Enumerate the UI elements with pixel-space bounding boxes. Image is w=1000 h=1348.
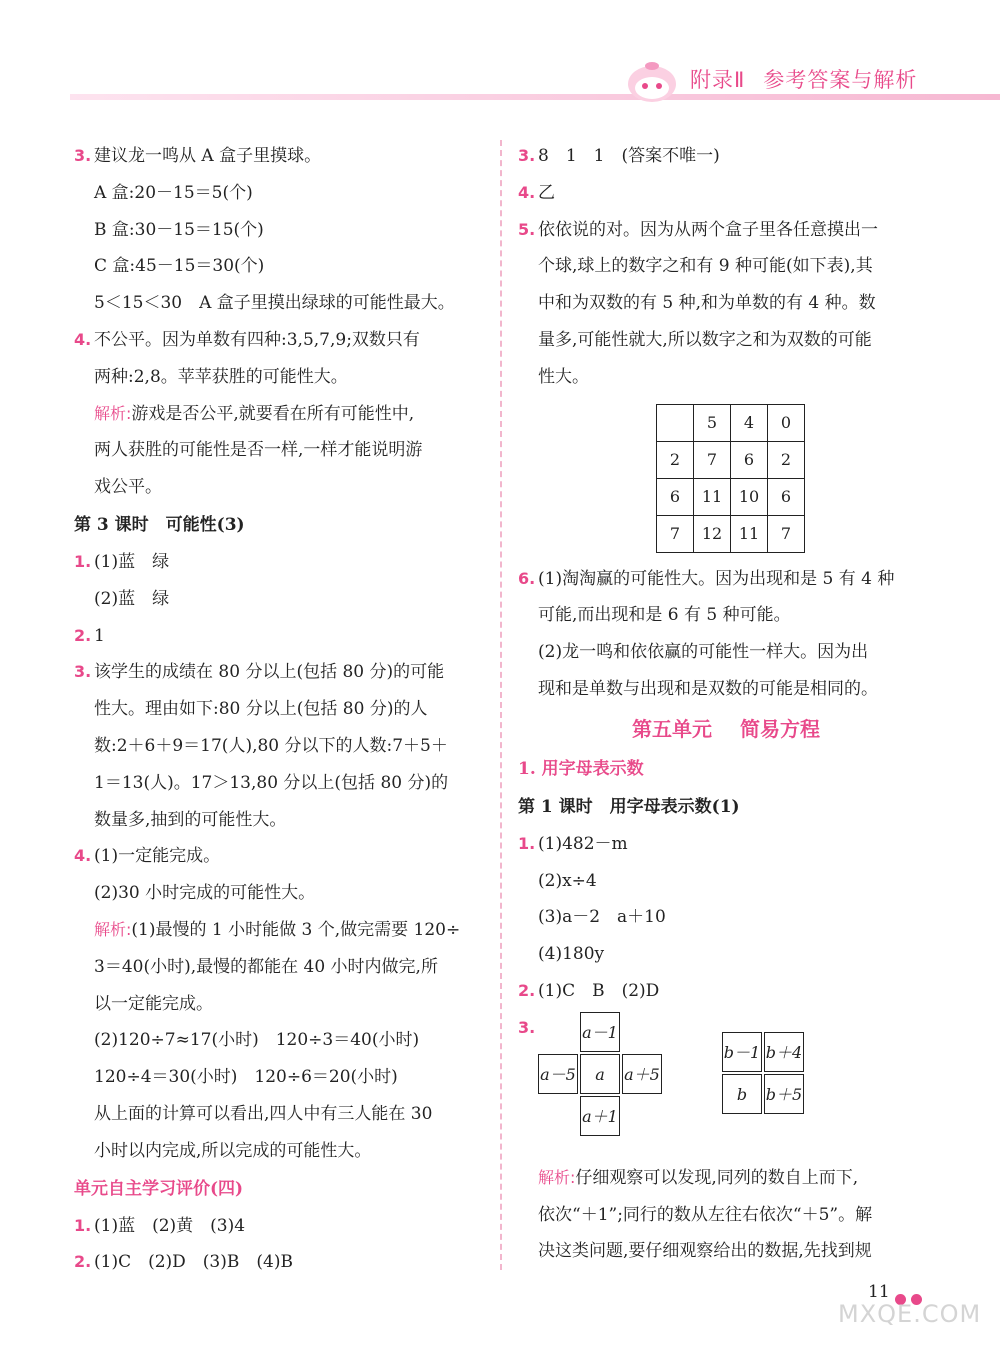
answer-line: 量多,可能性就大,所以数字之和为双数的可能 — [538, 329, 872, 350]
analysis-line: 两人获胜的可能性是否一样,一样才能说明游 — [94, 440, 423, 461]
header-title — [690, 64, 917, 94]
answer-item: 3. 8 1 1 (答案不唯一) — [518, 146, 720, 166]
table-cell: 6 — [731, 441, 768, 478]
answer-item: 4. 乙 — [518, 182, 555, 203]
answer-line: 数量多,抽到的可能性大。 — [94, 809, 287, 830]
cross-cell-right: a＋5 — [622, 1054, 662, 1094]
section-heading: 1. 用字母表示数 — [518, 758, 644, 779]
analysis-line: 小时以内完成,所以完成的可能性大。 — [94, 1140, 372, 1161]
page-number: 11 — [868, 1282, 890, 1302]
answer-item: 3. 该学生的成绩在 80 分以上(包括 80 分)的可能 — [74, 662, 445, 683]
right-column — [518, 138, 934, 1270]
analysis-line: 120÷4＝30(小时) 120÷6＝20(小时) — [94, 1067, 398, 1088]
cross-cell-top: a－1 — [580, 1012, 620, 1052]
answer-line: (2)x÷4 — [538, 870, 597, 891]
evaluation-heading: 单元自主学习评价(四) — [74, 1178, 244, 1199]
table-cell: 10 — [731, 478, 768, 515]
table-cell: 11 — [731, 515, 768, 552]
answer-line: 5＜15＜30 A 盒子里摸出绿球的可能性最大。 — [94, 293, 455, 314]
answer-line: 个球,球上的数字之和有 9 种可能(如下表),其 — [538, 256, 873, 277]
table-cell: 6 — [657, 478, 694, 515]
answer-line: A 盒:20－15＝5(个) — [94, 182, 253, 203]
analysis: 解析:(1)最慢的 1 小时能做 3 个,做完需要 120÷ — [94, 919, 461, 940]
answer-line: (4)180y — [538, 944, 605, 965]
lesson-heading: 第 3 课时 可能性(3) — [74, 514, 245, 535]
table-cell: 2 — [657, 441, 694, 478]
answer-line: 两种:2,8。苹苹获胜的可能性大。 — [94, 366, 348, 387]
table-cell: 6 — [768, 478, 805, 515]
answer-item: 6. (1)淘淘赢的可能性大。因为出现和是 5 有 4 种 — [518, 568, 895, 589]
analysis: 解析:仔细观察可以发现,同列的数自上而下, — [538, 1167, 859, 1188]
cross-cell-left: a－5 — [538, 1054, 578, 1094]
answer-item: 1. (1)482－m — [518, 833, 628, 854]
analysis-line: 以一定能完成。 — [94, 993, 213, 1014]
analysis-line: 决这类问题,要仔细观察给出的数据,先找到规 — [538, 1241, 872, 1262]
table-cell: 7 — [768, 515, 805, 552]
table-cell: 0 — [768, 404, 805, 441]
answer-item: 1. (1)蓝 (2)黄 (3)4 — [74, 1215, 246, 1236]
table-cell: 4 — [731, 404, 768, 441]
square-cell: b＋5 — [764, 1074, 804, 1114]
answer-line: 数:2＋6＋9＝17(人),80 分以下的人数:7＋5＋ — [94, 735, 448, 756]
analysis-line: 3＝40(小时),最慢的都能在 40 小时内做完,所 — [94, 956, 438, 977]
answer-line: 可能,而出现和是 6 有 5 种可能。 — [538, 605, 791, 626]
answer-line: (2)龙一鸣和依依赢的可能性一样大。因为出 — [538, 642, 869, 663]
square-cell: b＋4 — [764, 1032, 804, 1072]
answer-item: 2. 1 — [74, 625, 105, 646]
mascot-logo-icon — [620, 58, 682, 104]
appendix-label: 附录Ⅱ — [690, 68, 746, 92]
answer-line: 现和是单数与出现和是双数的可能是相同的。 — [538, 678, 878, 699]
answer-item: 2. (1)C (2)D (3)B (4)B — [74, 1252, 293, 1273]
answer-item: 3. 建议龙一鸣从 A 盒子里摸球。 — [74, 146, 322, 166]
answer-line: 性大。理由如下:80 分以上(包括 80 分)的人 — [94, 699, 428, 720]
table-cell: 7 — [694, 441, 731, 478]
header-band — [70, 94, 1000, 100]
unit-heading: 第五单元 简易方程 — [632, 716, 820, 741]
table-cell: 7 — [657, 515, 694, 552]
answer-item: 4. 不公平。因为单数有四种:3,5,7,9;双数只有 — [74, 329, 420, 350]
table-cell: 2 — [768, 441, 805, 478]
square-cell: b－1 — [722, 1032, 762, 1072]
column-divider — [500, 140, 502, 1270]
answer-line: (2)30 小时完成的可能性大。 — [94, 883, 316, 904]
square-cell: b — [722, 1074, 762, 1114]
pattern-figures — [518, 1010, 934, 1160]
answer-line: 中和为双数的有 5 种,和为单数的有 4 种。数 — [538, 293, 876, 314]
answer-item: 4. (1)一定能完成。 — [74, 846, 221, 867]
item-number: 3. — [518, 1017, 536, 1037]
cross-cell-bottom: a＋1 — [580, 1096, 620, 1136]
left-column — [74, 138, 486, 1281]
analysis-line: 戏公平。 — [94, 477, 162, 498]
lesson-heading: 第 1 课时 用字母表示数(1) — [518, 796, 740, 817]
sum-table — [656, 404, 805, 553]
answer-line: (3)a－2 a＋10 — [538, 907, 666, 928]
answer-line: B 盒:30－15＝15(个) — [94, 219, 264, 240]
section-title: 参考答案与解析 — [763, 68, 918, 92]
answer-line: 1＝13(人)。17＞13,80 分以上(包括 80 分)的 — [94, 772, 449, 793]
table-cell — [657, 404, 694, 441]
analysis: 解析:游戏是否公平,就要看在所有可能性中, — [94, 403, 415, 424]
table-cell: 12 — [694, 515, 731, 552]
table-cell: 11 — [694, 478, 731, 515]
table-cell: 5 — [694, 404, 731, 441]
answer-item: 2. (1)C B (2)D — [518, 980, 660, 1001]
cross-cell-center: a — [580, 1054, 620, 1094]
answer-line: C 盒:45－15＝30(个) — [94, 256, 265, 277]
answer-item: 1. (1)蓝 绿 — [74, 551, 170, 572]
analysis-line: 从上面的计算可以看出,四人中有三人能在 30 — [94, 1103, 433, 1124]
analysis-line: (2)120÷7≈17(小时) 120÷3＝40(小时) — [94, 1030, 420, 1051]
analysis-line: 依次“＋1”;同行的数从左往右依次“＋5”。解 — [538, 1204, 873, 1225]
answer-item: 5. 依依说的对。因为从两个盒子里各任意摸出一 — [518, 219, 878, 240]
watermark: MXQE.COM — [838, 1300, 982, 1328]
answer-line: 性大。 — [538, 366, 589, 387]
answer-line: (2)蓝 绿 — [94, 588, 170, 609]
